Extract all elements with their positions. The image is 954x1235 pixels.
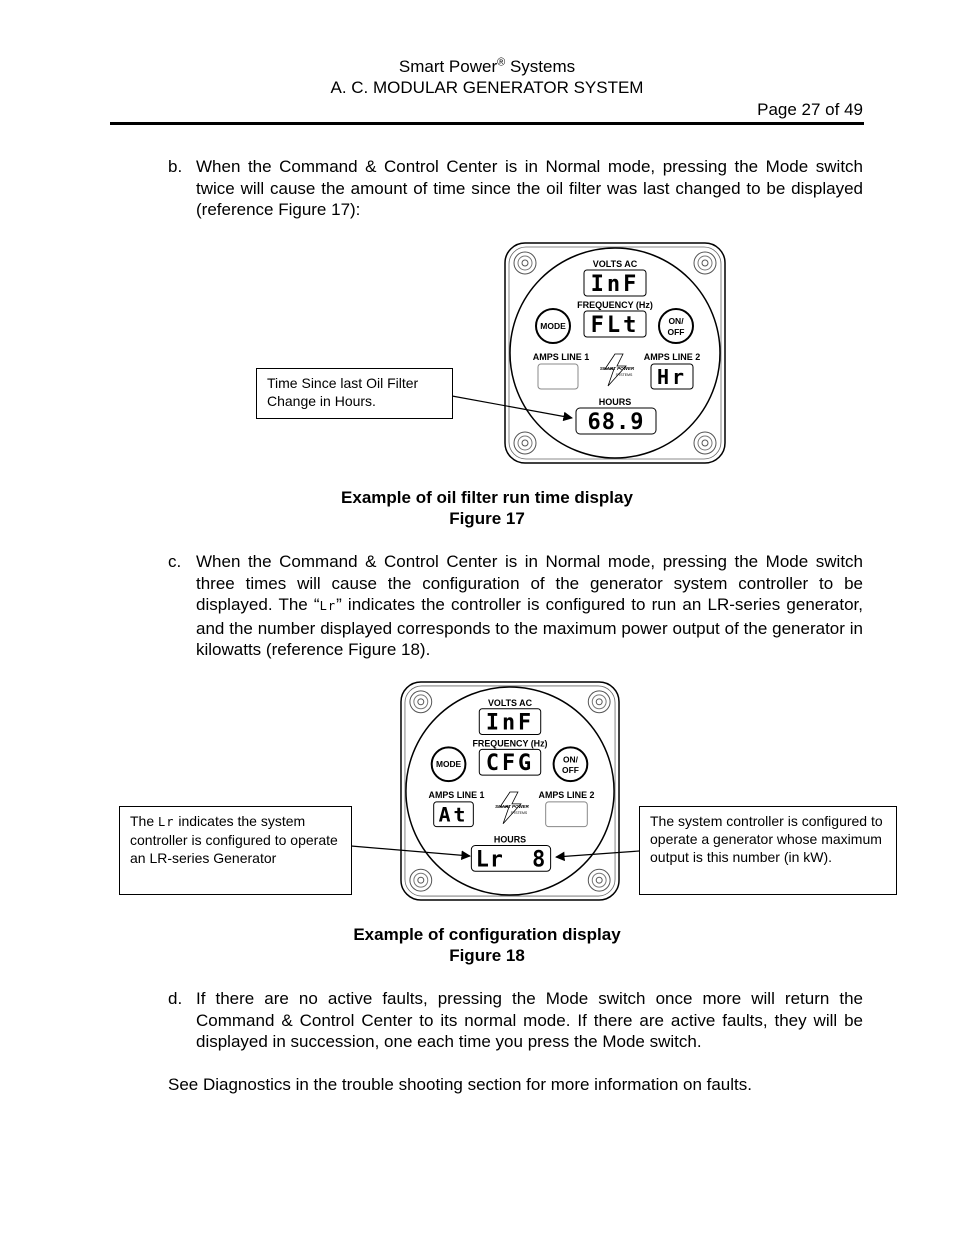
paragraph-d bbox=[168, 988, 863, 1053]
svg-text:SMART POWER: SMART POWER bbox=[495, 803, 529, 809]
list-label: b. bbox=[168, 157, 183, 176]
figure-17-caption-title: Example of oil filter run time display bbox=[341, 488, 633, 507]
paragraph-text: If there are no active faults, pressing the Mode switch once more will return the Command & Control Center to its normal mode. If there are active faults, they will be displayed in succession, one each time you press the Mode switch. bbox=[196, 989, 863, 1051]
hours-readout: 68.9 bbox=[587, 410, 645, 435]
frequency-readout: FLt bbox=[590, 313, 640, 338]
amps-line-1-label: AMPS LINE 1 bbox=[532, 352, 590, 362]
list-label: d. bbox=[168, 989, 183, 1008]
volts-ac-label: VOLTS AC bbox=[592, 259, 638, 269]
frequency-readout: CFG bbox=[485, 751, 535, 777]
svg-text:SMART POWER: SMART POWER bbox=[599, 366, 635, 371]
callout-lr-series: The Lr indicates the system controller is configured to operate an LR-series Generator bbox=[119, 806, 352, 895]
callout-max-output: The system controller is configured to operate a generator whose maximum output is this number (in kW). bbox=[639, 806, 897, 895]
figure-17-caption-number: Figure 17 bbox=[449, 509, 525, 528]
volts-ac-label: VOLTS AC bbox=[487, 697, 533, 708]
paragraph-text: When the Command & Control Center is in Normal mode, pressing the Mode switch three times will cause the configuration of the generator system controller to be displayed. The “Lr” indicates the controller is configured to run an LR-series generator, and the number displayed corresponds to the maximum power output of the generator in kilowatts (reference Figure 18). bbox=[196, 552, 863, 659]
frequency-label: FREQUENCY (Hz) bbox=[472, 738, 548, 749]
lr-glyph: Lr bbox=[158, 815, 175, 829]
hours-label: HOURS bbox=[598, 397, 632, 407]
svg-text:SYSTEMS: SYSTEMS bbox=[615, 373, 633, 377]
mode-button-label: MODE bbox=[540, 321, 566, 331]
on-off-label-line1: ON/ bbox=[562, 754, 578, 765]
amps-line-2-label: AMPS LINE 2 bbox=[643, 352, 701, 362]
figure-18-caption-title: Example of configuration display bbox=[353, 925, 621, 944]
frequency-label: FREQUENCY (Hz) bbox=[577, 300, 653, 310]
volts-ac-readout: InF bbox=[485, 710, 535, 736]
registered-mark: ® bbox=[497, 56, 506, 69]
on-off-label-line2: OFF bbox=[562, 765, 579, 776]
figure-18-caption-number: Figure 18 bbox=[449, 946, 525, 965]
on-off-label-line2: OFF bbox=[667, 327, 685, 337]
callout-oil-filter-hours: Time Since last Oil Filter Change in Hours. bbox=[256, 368, 453, 419]
list-label: c. bbox=[168, 552, 182, 571]
hours-readout: Lr 8 bbox=[475, 847, 547, 873]
doc-header-subtitle: A. C. MODULAR GENERATOR SYSTEM bbox=[330, 78, 644, 97]
diagnostics-note: See Diagnostics in the trouble shooting section for more information on faults. bbox=[168, 1075, 752, 1094]
on-off-label-line1: ON/ bbox=[668, 316, 684, 326]
svg-text:SYSTEMS: SYSTEMS bbox=[510, 810, 528, 815]
doc-header-brand: Smart Power® Systems bbox=[398, 56, 576, 76]
amps-line-2-label: AMPS LINE 2 bbox=[538, 789, 595, 800]
volts-ac-readout: InF bbox=[590, 272, 640, 297]
amps-line-2-readout: Hr bbox=[656, 365, 688, 389]
amps-line-1-label: AMPS LINE 1 bbox=[428, 789, 485, 800]
amps-line-1-readout: At bbox=[438, 803, 469, 827]
paragraph-text: When the Command & Control Center is in Normal mode, pressing the Mode switch twice will cause the amount of time since the oil filter was last changed to be displayed (reference Figure 17): bbox=[196, 157, 863, 219]
page-number: Page 27 of 49 bbox=[757, 100, 863, 119]
hours-label: HOURS bbox=[493, 834, 527, 845]
lr-glyph: Lr bbox=[319, 599, 337, 613]
mode-button-label: MODE bbox=[435, 759, 462, 770]
